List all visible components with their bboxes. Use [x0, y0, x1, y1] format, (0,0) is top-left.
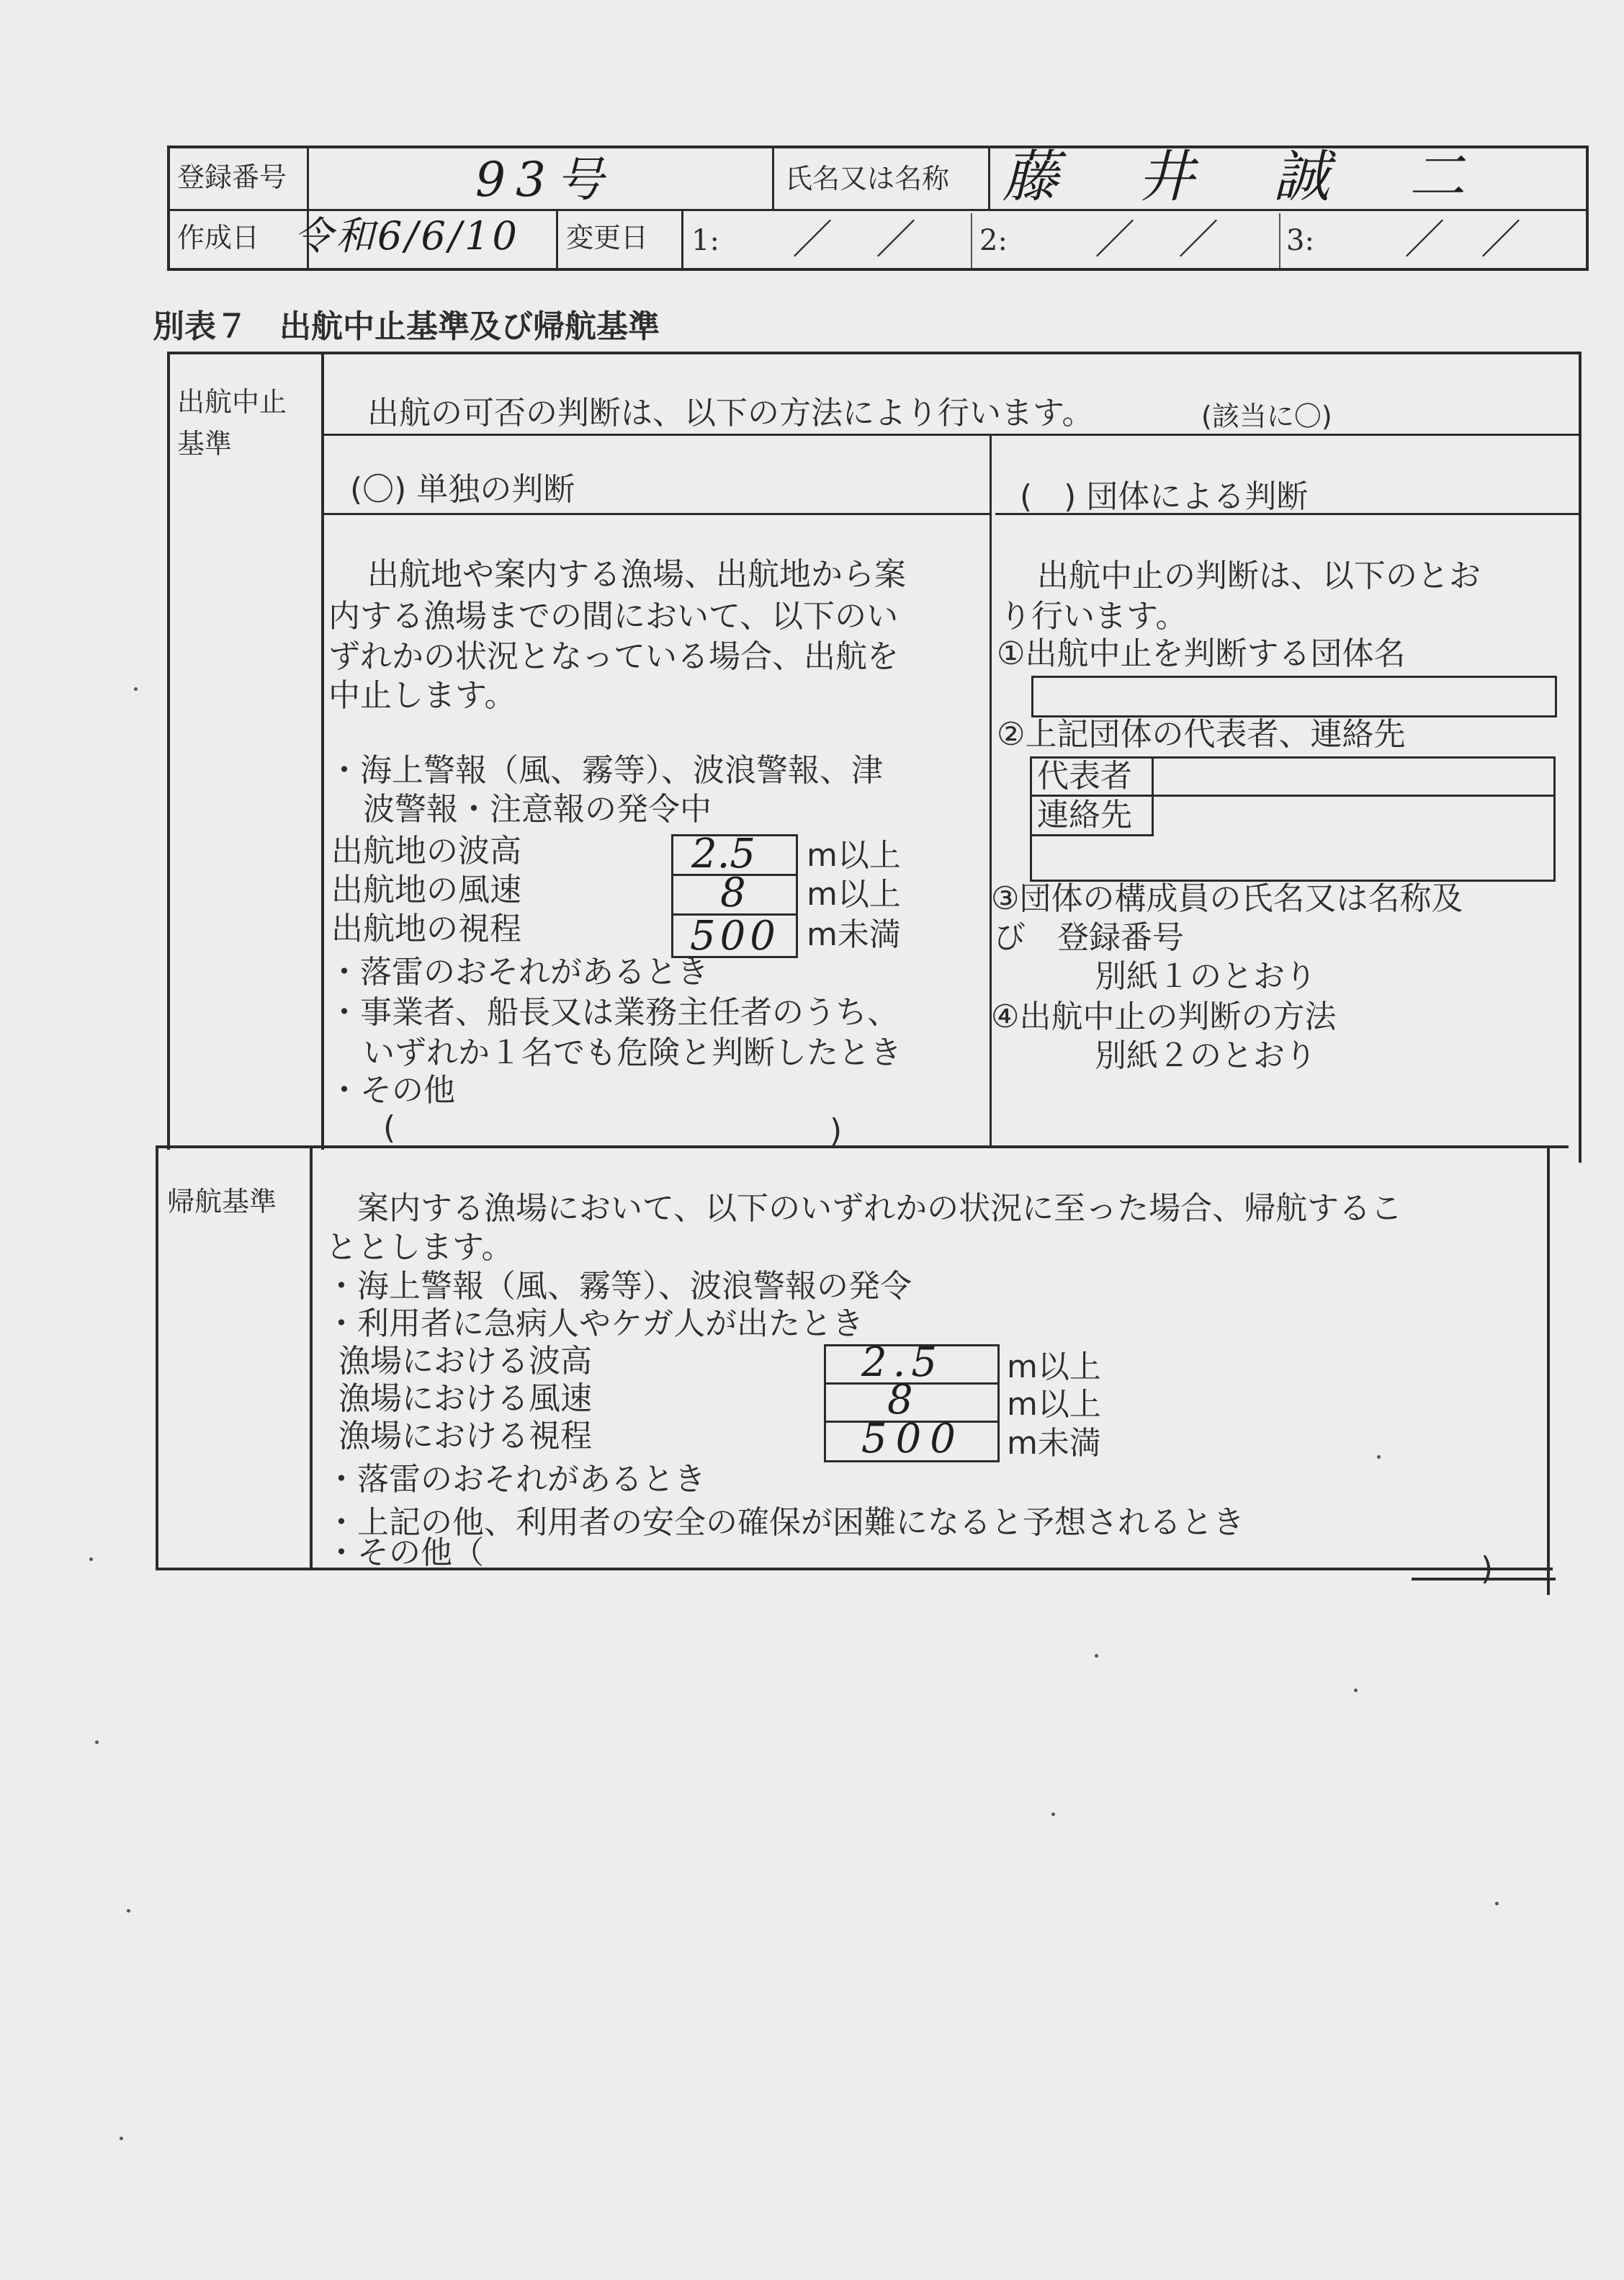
created-value: 令和6/6/10: [294, 213, 520, 259]
right-para-line-2: り行います。: [1000, 598, 1188, 635]
return-metric-label: 漁場における風速: [338, 1380, 592, 1417]
changed-label: 変更日: [566, 222, 649, 254]
stop-metric-unit: m以上: [807, 876, 901, 913]
stop-metric-label: 出航地の視程: [331, 911, 521, 947]
return-para-2: ととします。: [326, 1229, 513, 1266]
return-metric-unit: m未満: [1007, 1425, 1101, 1462]
created-label: 作成日: [177, 222, 260, 254]
change-slot-3: 3:: [1286, 224, 1314, 257]
left-para-line-4: 中止します。: [328, 677, 516, 714]
stop-metric-label: 出航地の風速: [331, 872, 521, 908]
stop-bullet-other: ・その他: [328, 1072, 455, 1109]
change-slot-1: 1:: [691, 224, 719, 257]
stop-paren-close: ): [830, 1112, 843, 1149]
stop-bullet-warning-2: 波警報・注意報の発令中: [363, 791, 712, 828]
return-para-1: 案内する漁場において、以下のいずれかの状況に至った場合、帰航するこ: [357, 1190, 1403, 1227]
return-bullet-safety: ・上記の他、利用者の安全の確保が困難になると予想されるとき: [326, 1504, 1244, 1541]
return-bullet-other: ・その他（: [326, 1534, 484, 1571]
left-para-line-1: 出航地や案内する漁場、出航地から案: [367, 556, 906, 593]
members-heading-1: ③団体の構成員の氏名又は名称及: [991, 880, 1463, 917]
stop-bullet-warning-1: ・海上警報（風、霧等）、波浪警報、津: [328, 752, 883, 789]
return-row-label: 帰航基準: [167, 1186, 277, 1217]
stop-metric-label: 出航地の波高: [331, 833, 521, 869]
rep-label: 代表者: [1037, 758, 1132, 795]
contact-label: 連絡先: [1037, 797, 1132, 833]
stop-bullet-crew-2: いずれか１名でも危険と判断したとき: [363, 1034, 902, 1071]
method-ref: 別紙２のとおり: [1095, 1037, 1316, 1074]
name-label: 氏名又は名称: [785, 163, 950, 195]
stop-metric-value: 8: [720, 869, 746, 916]
members-ref: 別紙１のとおり: [1095, 958, 1316, 995]
group-name-heading: ①出航中止を判断する団体名: [997, 635, 1406, 672]
group-name-field: [1031, 676, 1557, 717]
section-title: 別表７ 出航中止基準及び帰航基準: [153, 308, 660, 345]
date-slashes-2: ／／: [1095, 217, 1262, 264]
stop-paren-open: (: [383, 1109, 396, 1146]
stop-metric-value: 2.5: [691, 831, 756, 877]
return-bullet-warning: ・海上警報（風、霧等）、波浪警報の発令: [326, 1268, 912, 1305]
stop-row-label-2: 基準: [177, 428, 233, 460]
return-metric-label: 漁場における視程: [338, 1418, 592, 1454]
stop-metric-value: 500: [690, 913, 780, 960]
return-metric-value: 2.5: [861, 1339, 943, 1386]
change-slot-2: 2:: [979, 224, 1008, 257]
stop-bullet-lightning: ・落雷のおそれがあるとき: [328, 954, 709, 991]
stop-bullet-crew-1: ・事業者、船長又は業務主任者のうち、: [328, 994, 899, 1031]
stop-row-label-1: 出航中止: [177, 386, 287, 418]
date-slashes-3: ／／: [1404, 217, 1557, 264]
right-para-line-1: 出航中止の判断は、以下のとお: [1037, 558, 1481, 594]
return-metric-label: 漁場における波高: [338, 1343, 592, 1380]
group-judgement-heading: ( ) 団体による判断: [1020, 478, 1309, 515]
reg-no-value: 93号: [475, 152, 614, 207]
name-value: 藤井誠二: [1002, 145, 1545, 210]
return-metric-value: 500: [861, 1416, 964, 1462]
return-bullet-injury: ・利用者に急病人やケガ人が出たとき: [326, 1305, 864, 1342]
left-para-line-2: 内する漁場までの間において、以下のい: [328, 598, 899, 635]
reg-no-label: 登録番号: [177, 161, 287, 193]
members-heading-2: び 登録番号: [994, 919, 1184, 956]
method-heading: ④出航中止の判断の方法: [991, 998, 1337, 1035]
representative-heading: ②上記団体の代表者、連絡先: [997, 716, 1406, 753]
single-judgement-heading: (〇) 単独の判断: [350, 471, 575, 508]
return-paren-close: ): [1481, 1550, 1494, 1587]
return-metric-value: 8: [887, 1377, 913, 1423]
stop-metric-unit: m未満: [807, 916, 901, 953]
stop-intro-note: (該当に〇): [1201, 401, 1332, 432]
return-metric-unit: m以上: [1007, 1349, 1101, 1385]
stop-metric-unit: m以上: [807, 837, 901, 874]
left-para-line-3: ずれかの状況となっている場合、出航を: [328, 638, 899, 675]
date-slashes-1: ／／: [792, 217, 959, 264]
stop-intro: 出航の可否の判断は、以下の方法により行います。: [367, 395, 1094, 432]
return-metric-unit: m以上: [1007, 1386, 1101, 1423]
return-bullet-lightning: ・落雷のおそれがあるとき: [326, 1461, 706, 1498]
